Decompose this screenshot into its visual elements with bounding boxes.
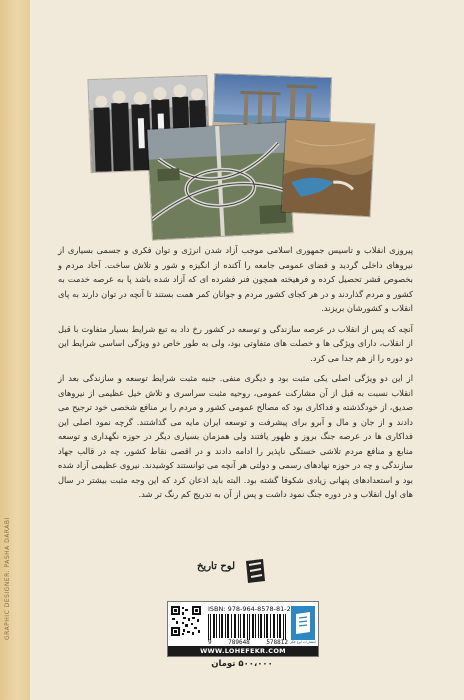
photo-dam (282, 120, 375, 216)
series-logo-text: لوح تاریخ (196, 561, 236, 572)
series-logo (185, 555, 275, 595)
quill-scroll-icon (243, 557, 269, 585)
barcode-panel (167, 601, 319, 657)
publisher-website: WWW.LOHEFEKR.COM (168, 646, 318, 656)
designer-credit: GRAPHIC DESIGNER: PASHA DARABI (4, 517, 11, 640)
publisher-name: انتشارات لوح فکر (289, 640, 317, 644)
spine-strip (0, 0, 30, 700)
barcode-digit-prefix: 9 (208, 639, 212, 646)
publisher-logo-icon (291, 606, 315, 640)
isbn-number: ISBN: 978-964-8578-81-2 (208, 605, 291, 613)
barcode-digit-group-1: 789648 (228, 639, 250, 646)
book-price: ۵۰۰،۰۰۰ تومان (211, 659, 273, 669)
barcode-digits (208, 639, 288, 646)
synopsis-paragraph-2: آنچه که پس از انقلاب در عرصه سازندگی و توسعه در کشور رخ داد به تبع شرایط بسیار متفاوت با قبل از انقلاب، دارای ویژگی ها و خصلت های متفاوتی بود، ولی به طور خاص دو ویژگی اساسی شرایط این دو دوره را از هم جدا می کرد. (58, 323, 413, 363)
photo-interchange (147, 122, 293, 239)
synopsis-paragraph-3: از این دو ویژگی اصلی یکی مثبت بود و دیگری منفی. جنبه مثبت شرایط توسعه و سازندگی بعد از انقلاب نسبت به قبل از آن مشارکت عمومی، روحیه مثبت سراسری و تلاش خیل عظیمی از نیروهای صدیق، از خودگذشته و فداکاری بود که مصالح عمومی کشور و مردم را بر منافع شخصی خود ترجیح می دادند و از جان و مال و آبرو برای پیشرفت و توسعه ایران مایه می گذاشتند. گرچه نمود اصلی این فداکاری ها در عرصه جنگ بروز و ظهور یافتند ولی همزمان بسیاری دیگر در حوزه نگهداری و توسعه منابع و منافع مردم تلاشی خستگی ناپذیر را ادامه دادند و در اقصی نقاط کشور، چه در قالب جهاد سازندگی و چه در حوزه نهادهای رسمی و دولتی هر آنچه می توانستند کوشیدند. نیروی عظیمی آزاد شده بود و استعدادهای پنهانی زیادی شکوفا گشته بود. البته باید اذعان کرد که این وجه مثبت بیشتر در سال های اول انقلاب و در دوره جنگ نمود داشت و پس از آن به تدریج کم رنگ تر شد. (58, 373, 413, 499)
barcode-icon (208, 614, 288, 640)
qr-code-icon (171, 606, 201, 636)
synopsis-paragraph-1: پیروزی انقلاب و تاسیس جمهوری اسلامی موجب آزاد شدن انرژی و توان فکری و جسمی بسیاری از نیروهای داخلی گردید و فضای عمومی جامعه را آکنده از انگیزه و شور و تلاش ساخت. آحاد مردم و بخصوص قشر تحصیل کرده و فرهیخته همچون فنر فشرده ای که آزاد شده باشد پا به عرصه خدمت به کشور و مردم گذاردند و در هر کجای کشور مردم و جوانان کمر همت بستند تا آنچه در توان دارند به پای انقلاب و کشورشان بریزند. (58, 245, 413, 313)
barcode-digit-group-2: 578812 (266, 639, 288, 646)
synopsis-text (58, 243, 413, 508)
